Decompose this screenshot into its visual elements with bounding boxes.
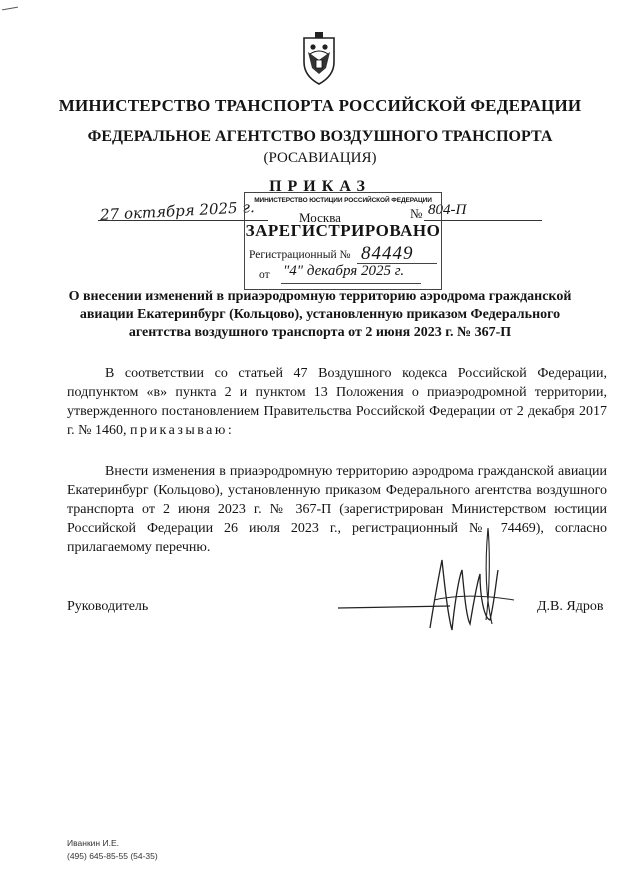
scan-corner-mark — [2, 7, 18, 11]
order-word: приказываю: — [130, 423, 235, 438]
document-type-title: ПРИКАЗ — [269, 178, 371, 195]
stamp-reg-label: Регистрационный № — [249, 249, 351, 261]
order-subject: О внесении изменений в приаэродромную территорию аэродрома гражданской авиации Екатеринбург (Кольцово), установленную приказом Федерального агентства воздушного транспорта от 2 июня 2023 г. № 367-П — [68, 289, 572, 340]
paragraph-1-text: В соответствии со статьей 47 Воздушного кодекса Российской Федерации, подпунктом «в» пункта 2 и пунктом 13 Положения о приаэродромной территории, утвержденного постановлением Правительства Российской Федерации от 2 декабря 2017 г. № 1460, — [67, 366, 607, 438]
order-number-handwritten: 804-П — [428, 202, 467, 218]
stamp-reg-date: "4" декабря 2025 г. — [283, 263, 405, 279]
order-number-sign: № — [410, 206, 423, 221]
order-city: Москва — [299, 210, 341, 225]
signatory-role: Руководитель — [67, 599, 149, 614]
agency-heading: ФЕДЕРАЛЬНОЕ АГЕНТСТВО ВОЗДУШНОГО ТРАНСПОРТА — [87, 128, 553, 145]
ministry-heading: МИНИСТЕРСТВО ТРАНСПОРТА РОССИЙСКОЙ ФЕДЕРАЦИИ — [58, 96, 582, 115]
russian-coat-of-arms-icon — [296, 30, 342, 86]
stamp-reg-number: 84449 — [361, 243, 414, 264]
handwritten-signature — [330, 520, 520, 640]
registration-stamp — [244, 192, 442, 290]
executor-name: Иванкин И.Е. — [67, 838, 119, 848]
body-paragraph-2: Внести изменения в приаэродромную территорию аэродрома гражданской авиации Екатеринбург (Кольцово), установленную приказом Федерального агентства воздушного транспорта от 2 июня 2023 г. № 367-П (зарегистрирован Министерством юстиции Российской Федерации 26 июля 2023 г., регистрационный № 74469), согласно прилагаемому перечню. — [67, 464, 607, 555]
stamp-from-label: от — [259, 269, 270, 281]
agency-short-name: (РОСАВИАЦИЯ) — [263, 150, 377, 166]
stamp-ministry: МИНИСТЕРСТВО ЮСТИЦИИ РОССИЙСКОЙ ФЕДЕРАЦИИ — [254, 197, 432, 204]
stamp-status: ЗАРЕГИСТРИРОВАНО — [245, 221, 441, 240]
order-date-handwritten: 27 октября 2025 г. — [99, 197, 256, 225]
signatory-name: Д.В. Ядров — [537, 599, 604, 614]
body-paragraph-1 — [67, 364, 607, 440]
executor-phone: (495) 645-85-55 (54-35) — [67, 851, 158, 861]
stamp-date-underline — [281, 283, 421, 284]
